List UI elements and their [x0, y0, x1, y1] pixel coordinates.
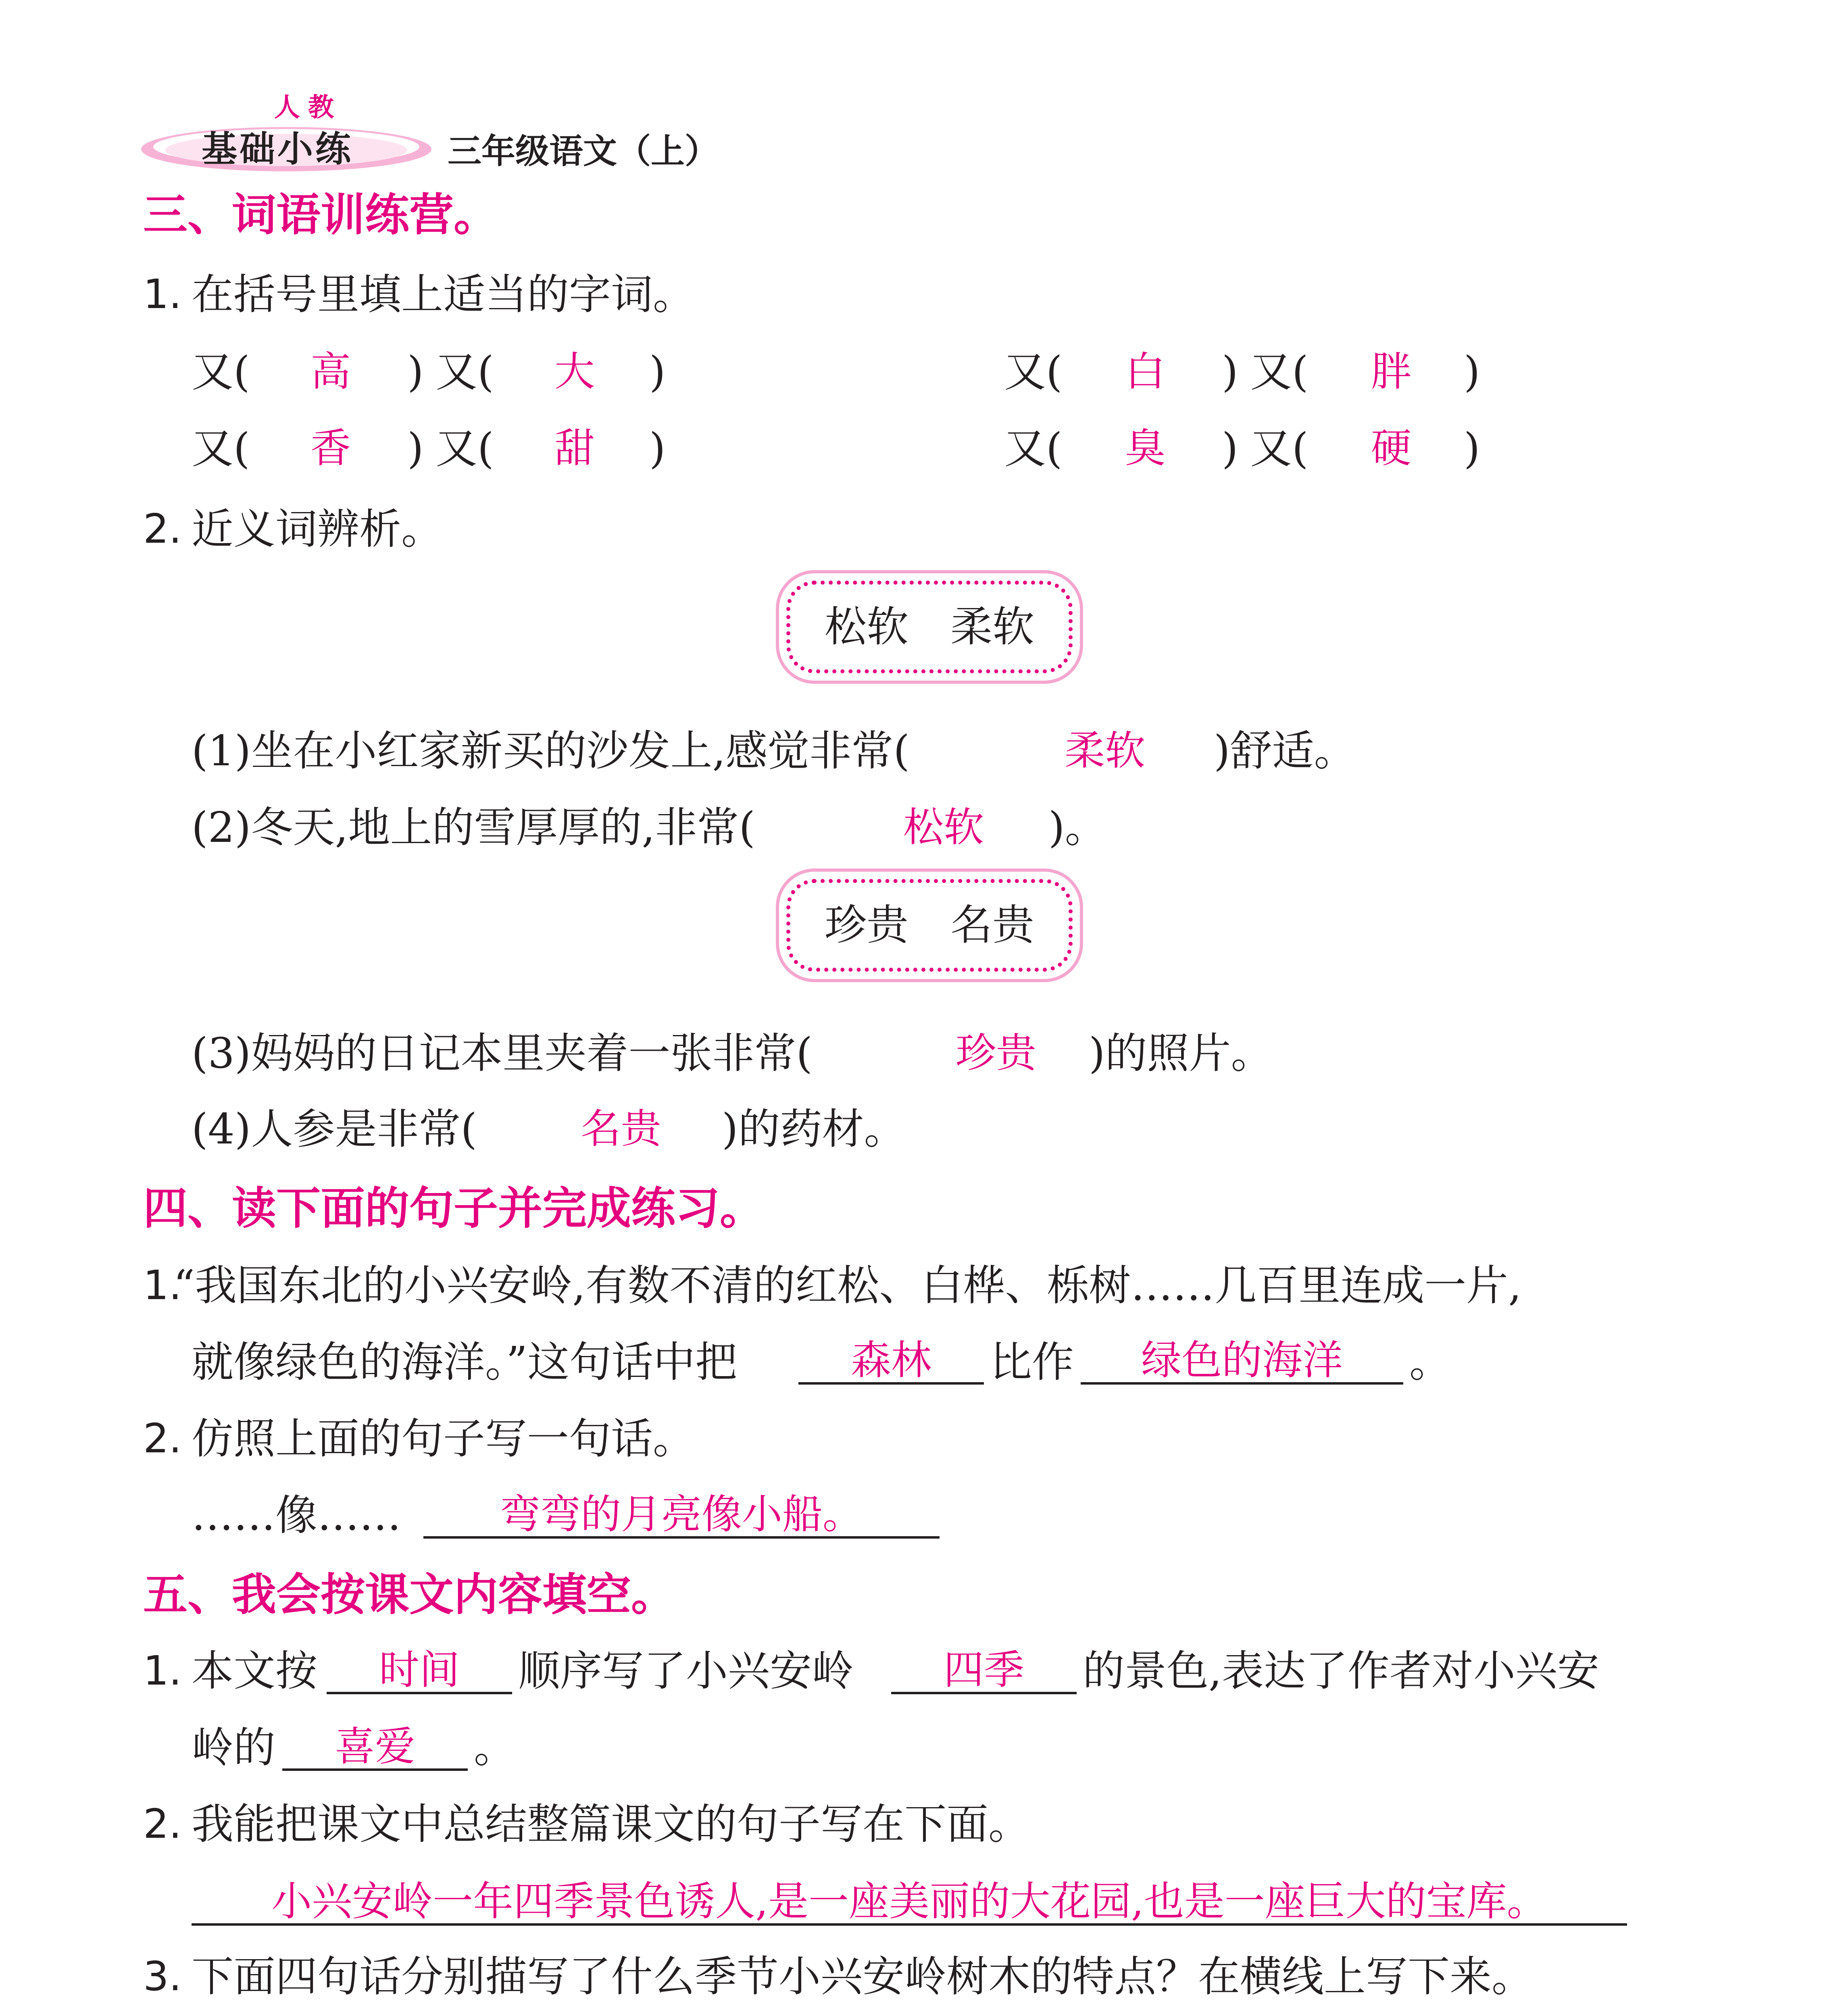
blank-feeling	[282, 1724, 468, 1771]
q5-1-number: 1.	[143, 1647, 182, 1694]
word-pair-frame-1	[786, 581, 1073, 673]
sentence-3-pre: (3)妈妈的日记本里夹着一张非常(	[192, 1029, 813, 1078]
you-label: 又(	[1250, 424, 1308, 473]
answer-feeling: 喜爱	[335, 1723, 415, 1770]
answer-simile: 弯弯的月亮像小船。	[500, 1491, 863, 1538]
sentence-3-post: )的照片。	[1089, 1029, 1273, 1078]
word-pair-frame-2	[786, 879, 1073, 972]
q4-1-mid: 比作	[990, 1337, 1074, 1387]
q5-2-number: 2.	[143, 1800, 182, 1847]
you-label: 又(	[435, 347, 494, 396]
q5-1-t3: 的景色,表达了作者对小兴安	[1083, 1646, 1600, 1695]
section5-title: 五、我会按课文内容填空。	[143, 1569, 675, 1620]
blank-simile	[423, 1492, 940, 1539]
answer-2d: 硬	[1371, 425, 1411, 472]
answer-ocean: 绿色的海洋	[1141, 1337, 1343, 1384]
q4-1-line2: 就像绿色的海洋。”这句话中把	[192, 1337, 738, 1387]
you-label: 又(	[192, 424, 250, 473]
q3-2-text: 近义词辨析。	[192, 504, 444, 554]
sentence-4-post: )的药材。	[722, 1104, 906, 1154]
q4-2-text: 仿照上面的句子写一句话。	[192, 1414, 695, 1463]
q5-1-t2: 顺序写了小兴安岭	[518, 1646, 854, 1695]
blank-ocean	[1081, 1338, 1403, 1385]
sentence-1-pre: (1)坐在小红家新买的沙发上,感觉非常(	[192, 726, 910, 775]
word-pair-1: 松软 柔软	[824, 602, 1034, 651]
q4-2-prefix: ……像……	[192, 1491, 402, 1540]
you-label: 又(	[1004, 424, 1063, 473]
answer-2c: 臭	[1125, 425, 1165, 472]
sentence-2-answer: 松软	[903, 804, 984, 851]
blank-forest	[798, 1338, 984, 1385]
section4-title: 四、读下面的句子并完成练习。	[143, 1183, 764, 1234]
q5-1-t1: 本文按	[192, 1646, 318, 1695]
sentence-4-answer: 名贵	[581, 1105, 661, 1152]
series-top-label: 人教	[274, 93, 342, 123]
you-label: 又(	[192, 347, 250, 396]
answer-1d: 胖	[1371, 348, 1411, 395]
answer-forest: 森林	[851, 1337, 931, 1384]
answer-order: 时间	[379, 1646, 460, 1693]
blank-summary	[192, 1879, 1627, 1926]
word-pair-2: 珍贵 名贵	[824, 900, 1034, 950]
q5-1-t5: 。	[474, 1723, 516, 1772]
answer-1c: 白	[1125, 348, 1165, 395]
sentence-3-answer: 珍贵	[956, 1029, 1036, 1077]
q3-1-number: 1.	[143, 271, 182, 318]
answer-1a: 高	[310, 348, 351, 395]
q5-2-text: 我能把课文中总结整篇课文的句子写在下面。	[192, 1799, 1031, 1849]
q3-1-text: 在括号里填上适当的字词。	[192, 270, 695, 319]
q4-1-line1: “我国东北的小兴安岭,有数不清的红松、白桦、栎树……几百里连成一片,	[173, 1261, 1522, 1310]
q4-1-number: 1.	[143, 1262, 182, 1309]
sentence-4-pre: (4)人参是非常(	[192, 1104, 477, 1154]
answer-2a: 香	[310, 425, 351, 472]
sentence-1-post: )舒适。	[1214, 726, 1356, 775]
answer-seasons: 四季	[944, 1646, 1024, 1693]
answer-2b: 甜	[554, 425, 595, 472]
subject-label: 三年级语文（上）	[448, 131, 719, 171]
q3-2-number: 2.	[143, 505, 182, 552]
you-label: 又(	[1004, 347, 1063, 396]
blank-order	[327, 1647, 512, 1694]
q4-2-number: 2.	[143, 1415, 182, 1462]
sentence-2-post: )。	[1048, 803, 1107, 852]
you-label: 又(	[435, 424, 494, 473]
q5-3-text: 下面四句话分别描写了什么季节小兴安岭树木的特点？在横线上写下来。	[192, 1952, 1534, 2001]
sentence-1-answer: 柔软	[1065, 727, 1145, 774]
section3-title: 三、词语训练营。	[143, 189, 498, 241]
q5-1-t4: 岭的	[192, 1723, 276, 1772]
you-label: 又(	[1250, 347, 1308, 396]
blank-seasons	[891, 1647, 1077, 1694]
answer-1b: 大	[554, 348, 595, 395]
q4-1-end: 。	[1409, 1337, 1452, 1387]
series-name: 基础小练	[202, 128, 354, 170]
sentence-2-pre: (2)冬天,地上的雪厚厚的,非常(	[192, 803, 756, 852]
answer-summary: 小兴安岭一年四季景色诱人,是一座美丽的大花园,也是一座巨大的宝库。	[271, 1878, 1547, 1925]
q5-3-number: 3.	[143, 1953, 182, 2000]
